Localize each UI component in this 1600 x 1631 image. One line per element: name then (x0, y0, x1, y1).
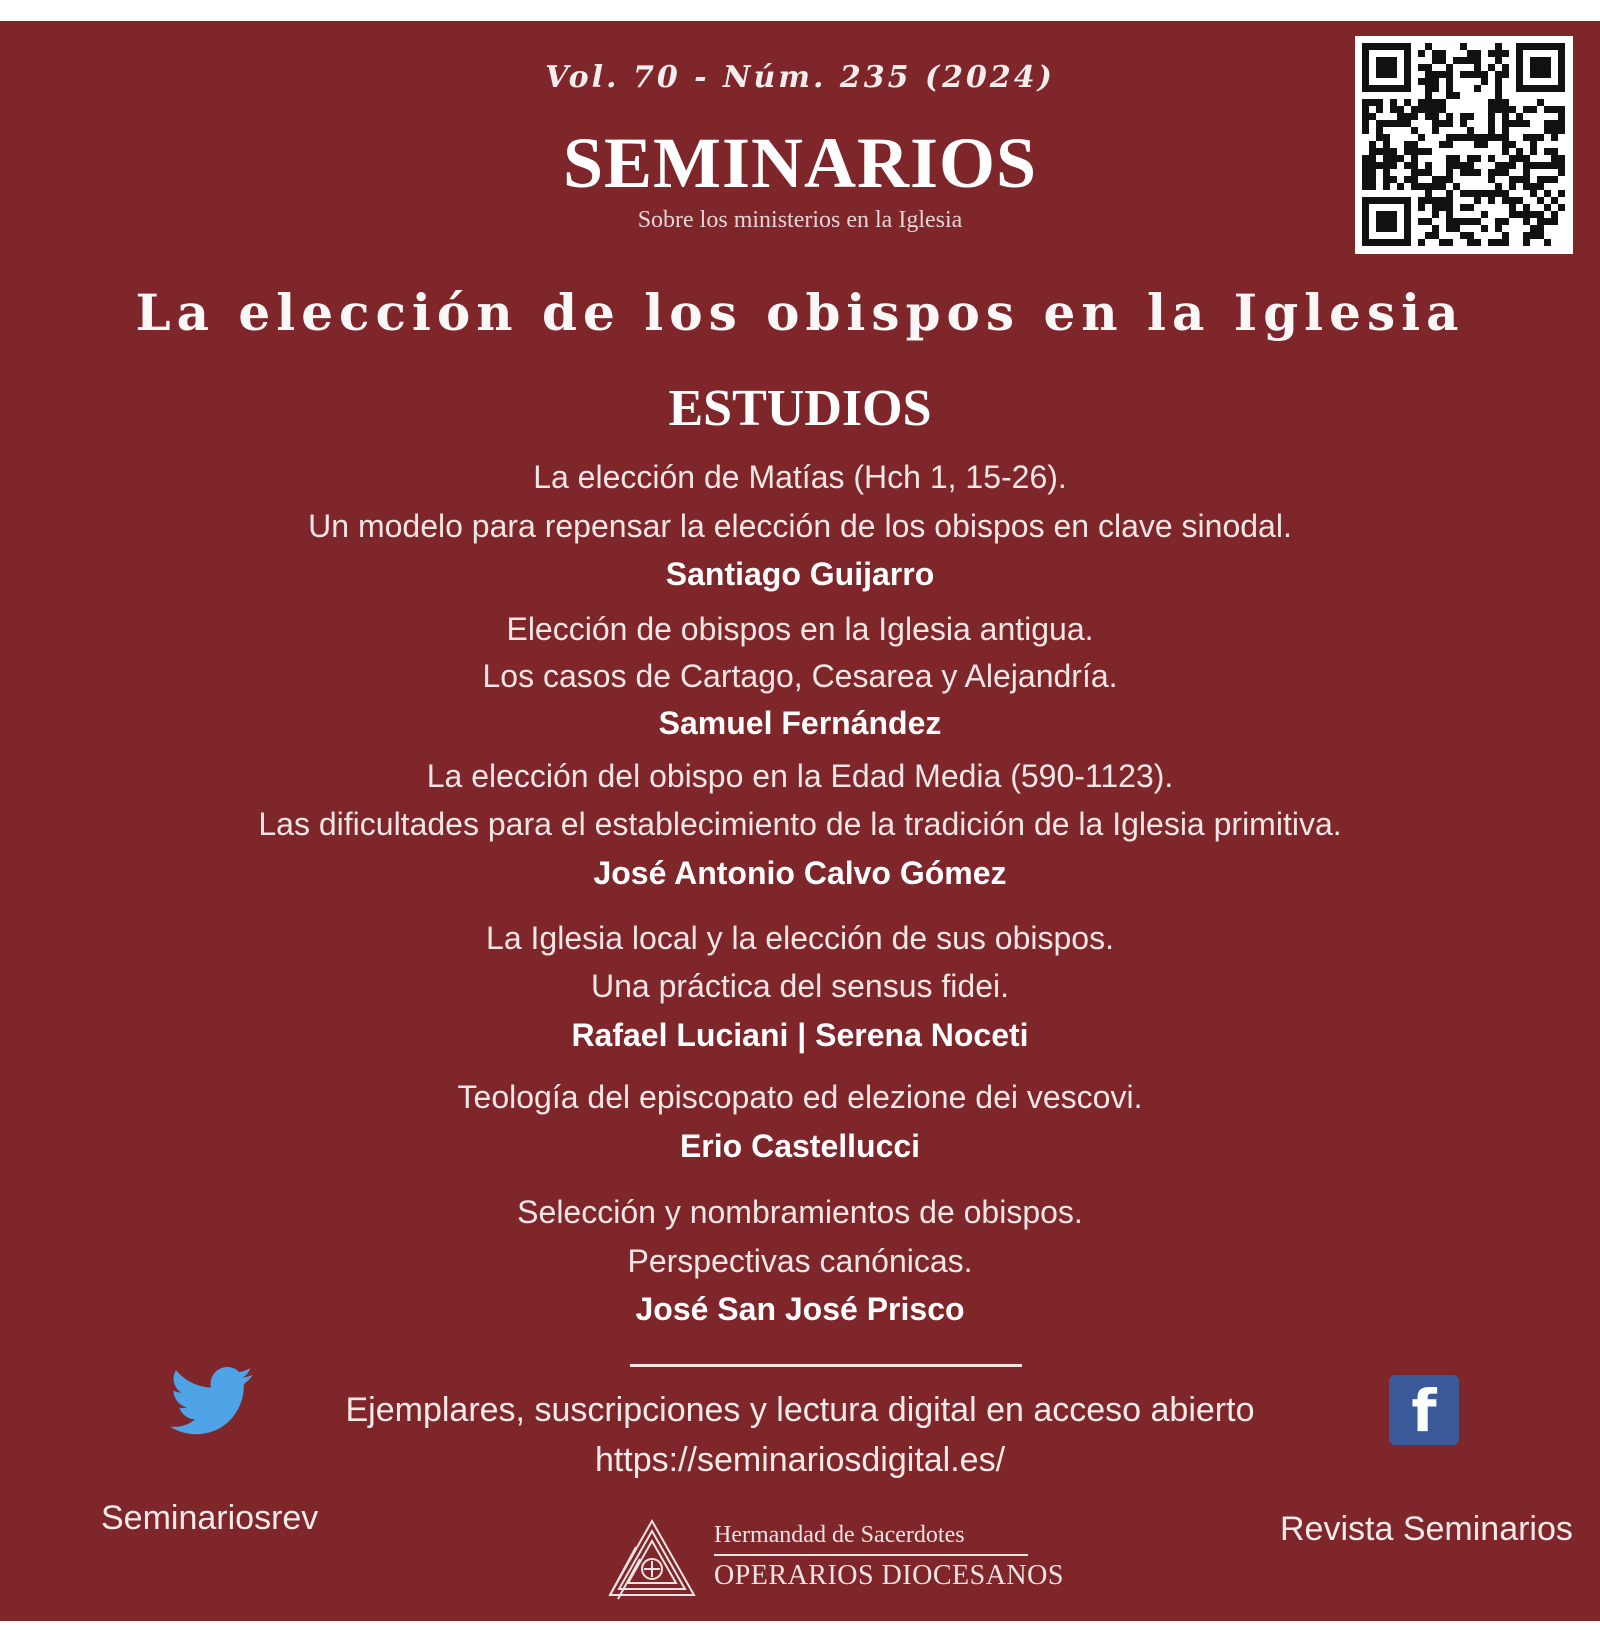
study-4-title-line-2: Una práctica del sensus fidei. (591, 968, 1009, 1004)
section-heading: ESTUDIOS (668, 380, 932, 437)
qr-code-icon[interactable] (1355, 36, 1573, 254)
facebook-page-name[interactable]: Revista Seminarios (1280, 1510, 1573, 1548)
issue-theme-title: La elección de los obispos en la Iglesia (135, 283, 1465, 342)
org-name-line-1: Hermandad de Sacerdotes (714, 1522, 965, 1548)
journal-tagline: Sobre los ministerios en la Iglesia (637, 207, 963, 233)
study-2-title-line-2: Los casos de Cartago, Cesarea y Alejandría. (482, 658, 1118, 694)
study-5-title-line-1: Teología del episcopato ed elezione dei vescovi. (457, 1079, 1143, 1115)
org-name-divider (714, 1554, 1028, 1556)
study-1-title-line-2: Un modelo para repensar la elección de los obispos en clave sinodal. (308, 508, 1292, 544)
study-6-author: José San José Prisco (635, 1291, 965, 1327)
study-6-title-line-1: Selección y nombramientos de obispos. (517, 1194, 1083, 1230)
study-4-title-line-1: La Iglesia local y la elección de sus obispos. (486, 920, 1114, 956)
issue-number: Vol. 70 - Núm. 235 (2024) (545, 60, 1055, 95)
study-3-author: José Antonio Calvo Gómez (593, 855, 1007, 891)
study-3-title-line-2: Las dificultades para el establecimiento de la tradición de la Iglesia primitiva. (258, 806, 1342, 842)
study-3-title-line-1: La elección del obispo en la Edad Media (590-1123). (426, 758, 1174, 794)
study-1-author: Santiago Guijarro (665, 556, 935, 592)
poster (0, 21, 1600, 1621)
twitter-handle[interactable]: Seminariosrev (101, 1499, 319, 1537)
website-link[interactable]: https://seminariosdigital.es/ (594, 1441, 1006, 1479)
study-6-title-line-2: Perspectivas canónicas. (627, 1243, 973, 1279)
operarios-diocesanos-logo (606, 1517, 698, 1603)
study-4-author: Rafael Luciani | Serena Noceti (571, 1017, 1029, 1053)
org-name-line-2: OPERARIOS DIOCESANOS (714, 1560, 1064, 1591)
study-2-title-line-1: Elección de obispos en la Iglesia antigua. (506, 611, 1094, 647)
access-info: Ejemplares, suscripciones y lectura digital en acceso abierto (345, 1391, 1255, 1429)
study-2-author: Samuel Fernández (658, 705, 942, 741)
journal-title: SEMINARIOS (562, 123, 1038, 203)
study-5-author: Erio Castellucci (679, 1128, 921, 1164)
twitter-bird-icon[interactable] (170, 1367, 254, 1437)
footer-divider (630, 1364, 1022, 1367)
facebook-f-icon[interactable]: f (1389, 1375, 1459, 1445)
study-1-title-line-1: La elección de Matías (Hch 1, 15-26). (533, 459, 1067, 495)
